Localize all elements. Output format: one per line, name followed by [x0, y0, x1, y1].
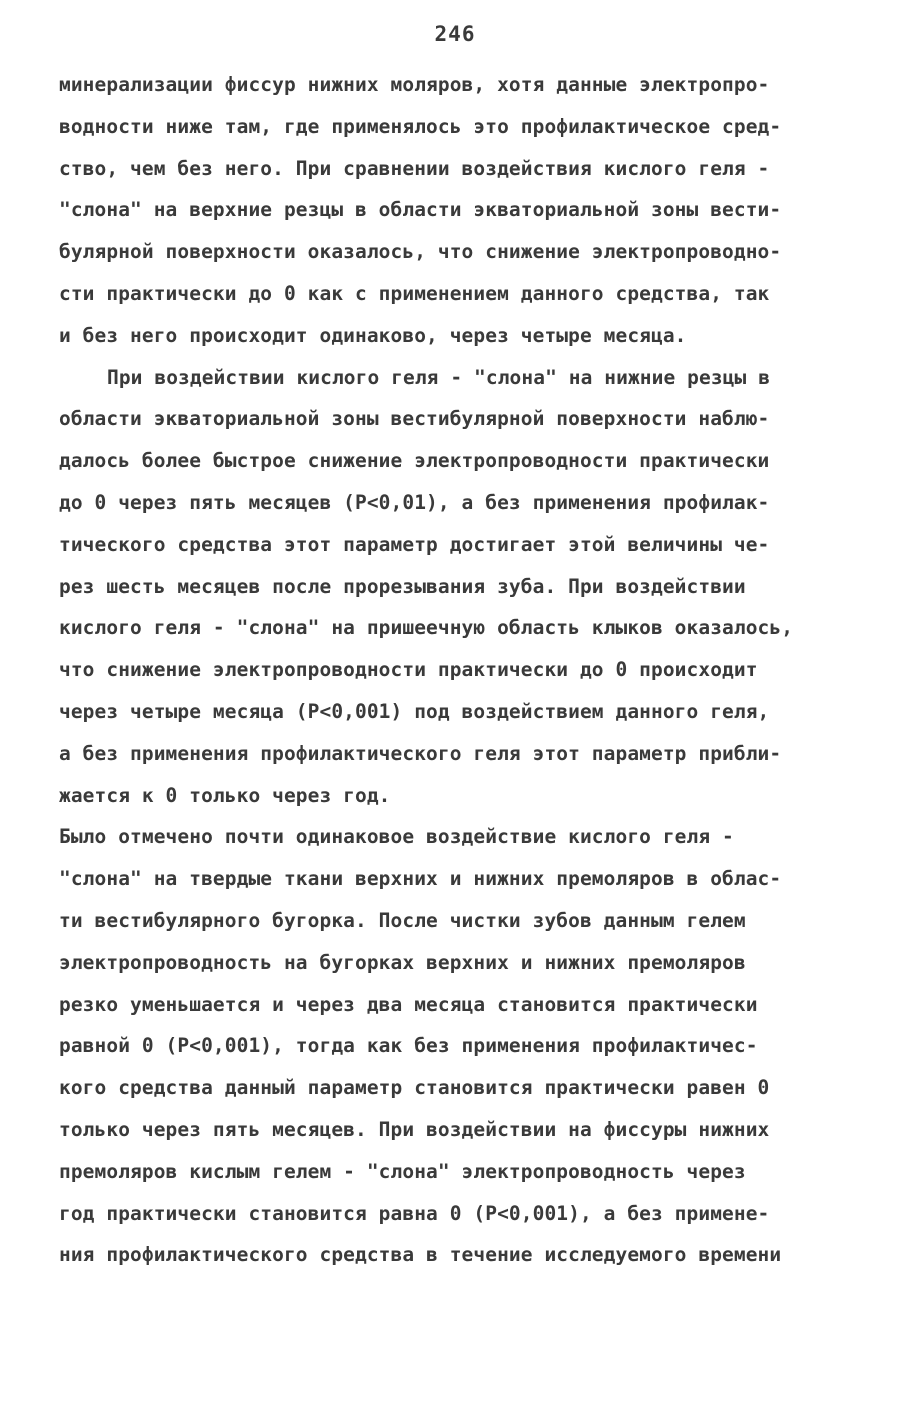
text-line: тического средства этот параметр достигает этой величины че- — [59, 532, 770, 556]
text-line: ство, чем без него. При сравнении воздействия кислого геля - — [59, 156, 770, 180]
text-line: и без него происходит одинаково, через четыре месяца. — [59, 323, 687, 347]
text-line: электропроводность на бугорках верхних и нижних премоляров — [59, 950, 746, 974]
text-line: через четыре месяца (P<0,001) под воздействием данного геля, — [59, 699, 770, 723]
text-line: равной 0 (P<0,001), тогда как без применения профилактичес- — [59, 1034, 758, 1058]
text-line: до 0 через пять месяцев (P<0,01), а без применения профилак- — [59, 490, 770, 514]
text-line: только через пять месяцев. При воздействии на фиссуры нижних — [59, 1117, 770, 1141]
text-line: "слона" на верхние резцы в области экваториальной зоны вести- — [59, 198, 782, 222]
text-line: кого средства данный параметр становится практически равен 0 — [59, 1076, 770, 1100]
text-line: премоляров кислым гелем - "слона" электропроводность через — [59, 1159, 746, 1183]
text-line: кислого геля - "слона" на пришеечную область клыков оказалось, — [59, 616, 794, 640]
text-line: а без применения профилактического геля этот параметр прибли- — [59, 741, 782, 765]
text-line: год практически становится равна 0 (P<0,001), а без примене- — [59, 1201, 770, 1225]
text-line: минерализации фиссур нижних моляров, хотя данные электропро- — [59, 73, 770, 96]
text-line: жается к 0 только через год. — [59, 783, 391, 807]
text-line: "слона" на твердые ткани верхних и нижних премоляров в облас- — [59, 867, 782, 891]
text-line: рез шесть месяцев после прорезывания зуба. При воздействии — [59, 574, 746, 598]
text-line: ти вестибулярного бугорка. После чистки зубов данным гелем — [59, 908, 746, 932]
body-text — [59, 64, 859, 1276]
text-line: ния профилактического средства в течение исследуемого времени — [59, 1243, 782, 1267]
text-line: булярной поверхности оказалось, что снижение электропроводно- — [59, 240, 782, 264]
text-line: При воздействии кислого геля - "слона" на нижние резцы в — [107, 365, 771, 389]
text-line: резко уменьшается и через два месяца становится практически — [59, 992, 758, 1016]
text-line: сти практически до 0 как с применением данного средства, так — [59, 281, 770, 305]
text-line: что снижение электропроводности практически до 0 происходит — [59, 658, 758, 682]
text-line: водности ниже там, где применялось это профилактическое сред- — [59, 114, 782, 138]
text-line: далось более быстрое снижение электропроводности практически — [59, 449, 770, 473]
text-line: Было отмечено почти одинаковое воздействие кислого геля - — [59, 825, 734, 849]
text-line: области экваториальной зоны вестибулярной поверхности наблю- — [59, 407, 770, 431]
page-number: 246 — [434, 22, 476, 46]
